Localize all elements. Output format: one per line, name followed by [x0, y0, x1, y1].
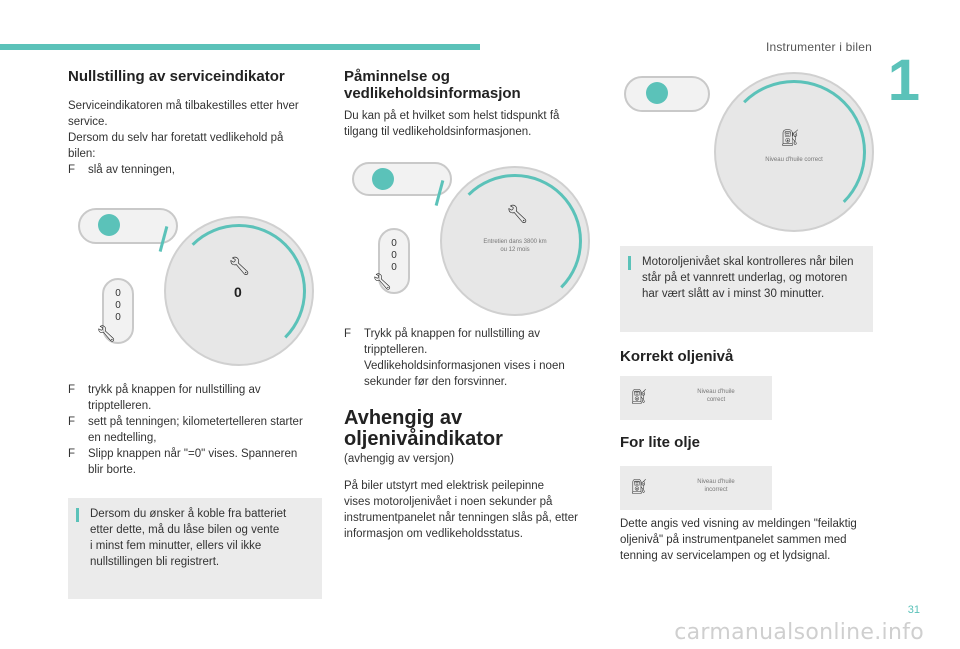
heading-line: vedlikeholdsinformasjon — [344, 85, 521, 102]
bullet-marker: F — [68, 416, 76, 428]
odo-digit: 0 — [115, 312, 121, 323]
heading-oil-level-indicator — [344, 408, 503, 450]
intro-line: service. — [68, 116, 108, 128]
dial-value: 0 — [234, 284, 242, 300]
intro-line: Serviceindikatoren må tilbakestilles etter hver — [68, 100, 299, 112]
heading-line: oljenivåindikator — [344, 428, 503, 450]
oil-status-label — [676, 388, 756, 404]
illustration-oil-level — [620, 68, 880, 238]
dial-message-line: Entretien dans 3800 km — [483, 239, 547, 245]
col2-intro — [344, 108, 594, 140]
note-box-battery — [68, 498, 322, 599]
note-line: nullstillingen bli registrert. — [90, 556, 220, 568]
oil-can-icon: ⛽︎ — [630, 388, 648, 404]
oil-status-incorrect — [620, 466, 772, 510]
para-line: På biler utstyrt med elektrisk peilepinne — [344, 480, 545, 492]
odo-digit: 0 — [391, 250, 397, 261]
heading-low-oil: For lite olje — [620, 434, 701, 451]
heading-maintenance-info — [344, 68, 521, 102]
step-item — [68, 382, 318, 414]
oil-status-correct — [620, 376, 772, 420]
illustration-reset — [68, 196, 328, 376]
heading-line: Avhengig av — [344, 407, 463, 429]
step-text: trykk på knappen for nullstilling av tripptelleren. — [88, 384, 261, 412]
stalk-button-highlight — [646, 82, 668, 104]
info-icon — [76, 508, 79, 522]
bullet-marker: F — [344, 328, 352, 340]
intro-line: bilen: — [68, 148, 96, 160]
step-item — [344, 326, 594, 390]
heading-line: Påminnelse og — [344, 68, 450, 85]
oil-status-line: Niveau d'huile — [697, 479, 735, 485]
note-line: i minst fem minutter, ellers vil ikke — [90, 540, 262, 552]
bullet-marker: F — [68, 448, 76, 460]
dial-message — [470, 238, 560, 254]
para-line: vises motoroljenivået i noen sekunder på — [344, 496, 553, 508]
step-item — [68, 414, 318, 446]
step-item — [68, 446, 318, 478]
para-line: informasjon om vedlikeholdsstatus. — [344, 528, 523, 540]
note-line: står på et vannrett underlag, og motoren — [642, 272, 848, 284]
dial-message-line: ou 12 mois — [500, 247, 530, 253]
page-number: 31 — [907, 604, 920, 616]
step-ignition-off — [68, 162, 318, 178]
watermark: carmanualsonline.info — [674, 620, 924, 645]
oil-status-label — [676, 478, 756, 494]
note-line: etter dette, må du låse bilen og vente — [90, 524, 280, 536]
info-icon — [628, 256, 631, 270]
col3-paragraph — [620, 516, 880, 564]
step-text: slå av tenningen, — [88, 164, 175, 176]
chapter-number: 1 — [887, 48, 920, 113]
bullet-marker: F — [68, 164, 76, 176]
stalk-button-highlight — [98, 214, 120, 236]
wrench-icon: 🔧︎ — [96, 326, 117, 343]
odo-digit: 0 — [391, 238, 397, 249]
intro-line: tilgang til vedlikeholdsinformasjonen. — [344, 126, 532, 138]
control-stalk — [352, 162, 452, 196]
oil-status-line: Niveau d'huile — [697, 389, 735, 395]
section-title: Instrumenter i bilen — [765, 40, 872, 54]
oil-can-icon: ⛽︎ — [780, 130, 801, 147]
col1-intro — [68, 98, 318, 178]
note-line: Dersom du ønsker å koble fra batteriet — [90, 508, 287, 520]
note-box-oil-check — [620, 246, 873, 332]
wrench-icon: 🔧︎ — [372, 274, 393, 291]
col2-paragraph — [344, 478, 604, 542]
heading-reset-service-indicator: Nullstilling av serviceindikator — [68, 68, 285, 85]
step-text: Slipp knappen når "=0" vises. Spanneren blir borte. — [88, 448, 298, 476]
illustration-maintenance — [344, 160, 594, 320]
stalk-button-highlight — [372, 168, 394, 190]
step-text: Trykk på knappen for nullstilling av tripptelleren. Vedlikeholdsinformasjonen vises i noen sekunder før den forsvinner. — [364, 328, 565, 388]
bullet-marker: F — [68, 384, 76, 396]
odo-digit: 0 — [115, 288, 121, 299]
heading-correct-oil-level: Korrekt oljenivå — [620, 348, 734, 365]
para-line: instrumentpanelet når tenningen slås på, etter — [344, 512, 578, 524]
note-line: Motoroljenivået skal kontrolleres når bilen — [642, 256, 854, 268]
oil-status-line: correct — [706, 397, 726, 403]
header-accent-bar — [0, 44, 480, 50]
wrench-icon: 🔧︎ — [506, 204, 529, 224]
col1-steps — [68, 382, 318, 478]
odo-digit: 0 — [391, 262, 397, 273]
intro-line: Dersom du selv har foretatt vedlikehold på — [68, 132, 284, 144]
intro-line: Du kan på et hvilket som helst tidspunkt få — [344, 110, 560, 122]
para-line: Dette angis ved visning av meldingen "feilaktig — [620, 518, 857, 530]
oil-status-line: incorrect — [704, 487, 728, 493]
para-line: tenning av servicelampen og et lydsignal. — [620, 550, 831, 562]
step-text: sett på tenningen; kilometertelleren starter en nedtelling, — [88, 416, 303, 444]
dial-message: Niveau d'huile correct — [765, 157, 823, 163]
para-line: oljenivå" på instrumentpanelet sammen med — [620, 534, 847, 546]
wrench-icon: 🔧︎ — [228, 256, 251, 276]
col2-step — [344, 326, 594, 390]
version-note: (avhengig av versjon) — [344, 453, 454, 465]
oil-can-icon: ⛽︎ — [630, 478, 648, 494]
note-line: har vært slått av i minst 30 minutter. — [642, 288, 825, 300]
odo-digit: 0 — [115, 300, 121, 311]
dial-arc — [722, 80, 866, 224]
